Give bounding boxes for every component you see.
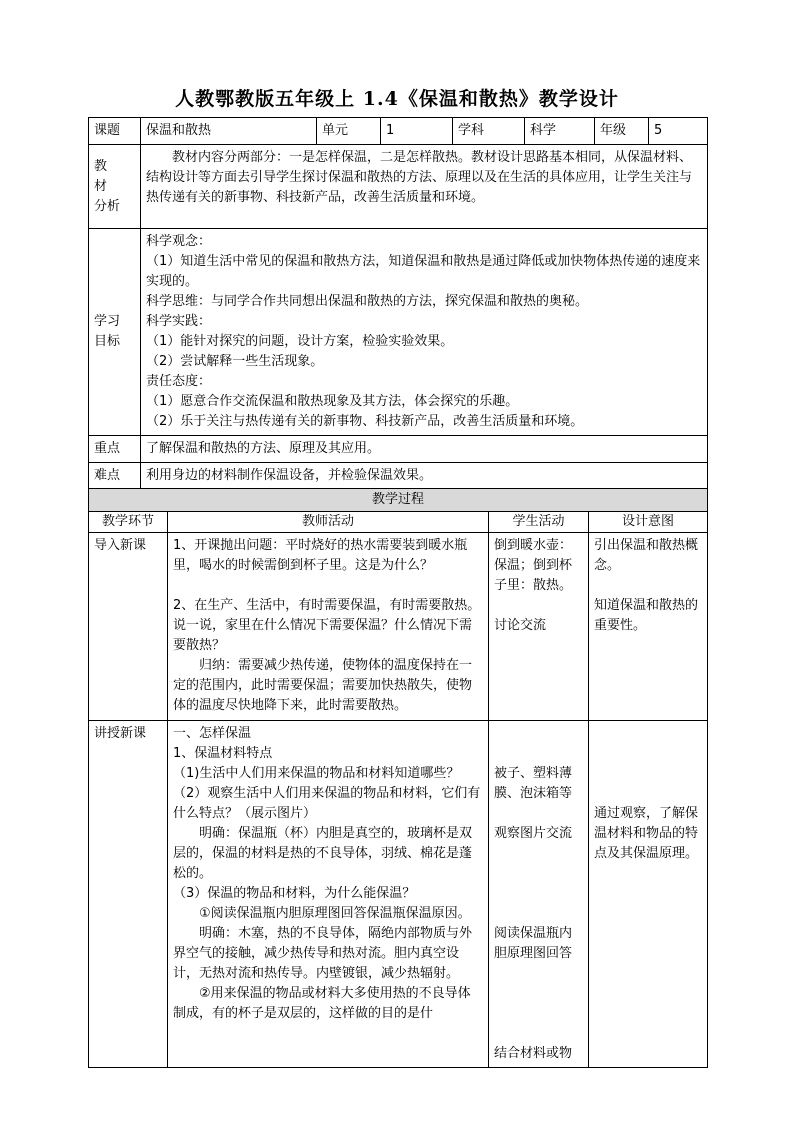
- analysis-text: 教材内容分两部分：一是怎样保温，二是怎样散热。教材设计思路基本相同，从保温材料、结构设计等方面去引导学生探讨保温和散热的方法、原理以及在生活的具体应用，让学生关注与热传递有关的新事物、科技新产品，改善生活质量和环境。: [141, 145, 708, 229]
- goal-line: 科学实践：: [146, 314, 212, 329]
- key-label: 重点: [89, 436, 141, 463]
- teacher-text: 2、在生产、生活中，有时需要保温，有时需要散热。说一说，家里在什么情况下需要保温？什么情况下需要散热？: [173, 598, 481, 653]
- page-title: 人教鄂教版五年级上 1.4《保温和散热》教学设计: [175, 88, 619, 110]
- course-value: 保温和散热: [141, 118, 317, 145]
- key-text: 了解保温和散热的方法、原理及其应用。: [141, 436, 708, 463]
- intent-text: 引出保温和散热概念。: [594, 538, 699, 573]
- goal-line: （2）尝试解释一些生活现象。: [146, 354, 324, 369]
- student-text: 倒到暖水壶：保温；倒到杯子里：散热。: [494, 538, 573, 593]
- teacher-text: 1、开课抛出问题：平时烧好的热水需要装到暖水瓶里，喝水的时候需倒到杯子里。这是为什么？: [173, 538, 468, 573]
- design-intent-intro: [589, 533, 708, 721]
- teacher-text: （2）观察生活中人们用来保温的物品和材料，它们有什么特点？（展示图片）: [173, 786, 481, 821]
- student-activity-lecture: [489, 721, 589, 1068]
- goal-line: 科学思维：与同学合作共同想出保温和散热的方法，探究保温和散热的奥秘。: [146, 294, 589, 309]
- teacher-text: 明确：木塞，热的不良导体，隔绝内部物质与外界空气的接触，减少热传导和热对流。胆内真空设计，无热对流和热传导。内壁镀银，减少热辐射。: [173, 926, 473, 981]
- course-label: 课题: [89, 118, 141, 145]
- teacher-activity-intro: [168, 533, 489, 721]
- col-student-header: 学生活动: [489, 512, 589, 533]
- goal-line: 科学观念：: [146, 234, 212, 249]
- goal-line: （1）能针对探究的问题，设计方案，检验实验效果。: [146, 334, 454, 349]
- analysis-label-line2: 分析: [94, 198, 121, 214]
- teacher-text: 明确：保温瓶（杯）内胆是真空的，玻璃杯是双层的，保温的材料是热的不良导体，羽绒、棉花是蓬松的。: [173, 826, 473, 881]
- student-text: 被子、塑料薄膜、泡沫箱等: [494, 766, 573, 801]
- stage-intro: 导入新课: [89, 533, 168, 721]
- col-intent-header: 设计意图: [589, 512, 708, 533]
- grade-label: 年级: [595, 118, 649, 145]
- analysis-label: [89, 145, 141, 229]
- difficult-label: 难点: [89, 463, 141, 490]
- teacher-text: 一、怎样保温: [173, 726, 252, 741]
- teacher-text: 归纳：需要减少热传递，使物体的温度保持在一定的范围内，此时需要保温；需要加快热散失，使物体的温度尽快地降下来，此时需要散热。: [173, 658, 473, 713]
- lesson-info-table: [88, 117, 708, 490]
- unit-value: 1: [381, 118, 453, 145]
- goals-label-line2: 目标: [94, 334, 121, 349]
- analysis-label-line1: 教 材: [94, 158, 114, 194]
- intent-text: 知道保温和散热的重要性。: [594, 598, 699, 633]
- subject-value: 科学: [525, 118, 595, 145]
- stage-lecture: 讲授新课: [89, 721, 168, 1068]
- teacher-text: （3）保温的物品和材料，为什么能保温？: [173, 886, 416, 901]
- grade-value: 5: [649, 118, 708, 145]
- goals-label-line1: 学习: [94, 314, 121, 329]
- teacher-text: （1)生活中人们用来保温的物品和材料知道哪些？: [173, 766, 460, 781]
- goal-line: （2）乐于关注与热传递有关的新事物、科技新产品，改善生活质量和环境。: [146, 414, 584, 429]
- unit-label: 单元: [317, 118, 381, 145]
- teacher-activity-lecture: [168, 721, 489, 1068]
- student-text: 阅读保温瓶内胆原理图回答: [494, 926, 573, 961]
- goals-label: [89, 229, 141, 436]
- col-teacher-header: 教师活动: [168, 512, 489, 533]
- goal-line: （1）知道生活中常见的保温和散热方法，知道保温和散热是通过降低或加快物体热传递的速度来实现的。: [146, 254, 701, 289]
- intent-text: 通过观察，了解保温材料和物品的特点及其保温原理。: [594, 806, 699, 861]
- col-stage-header: 教学环节: [89, 512, 168, 533]
- subject-label: 学科: [453, 118, 525, 145]
- teacher-text: 1、保温材料特点: [173, 746, 273, 761]
- student-activity-intro: [489, 533, 589, 721]
- goal-line: 责任态度：: [146, 374, 212, 389]
- student-text: 结合材料或物: [494, 1046, 573, 1061]
- goal-line: （1）愿意合作交流保温和散热现象及其方法，体会探究的乐趣。: [146, 394, 519, 409]
- teaching-process-table: [88, 488, 708, 1068]
- student-text: 观察图片交流: [494, 826, 573, 841]
- difficult-text: 利用身边的材料制作保温设备，并检验保温效果。: [141, 463, 708, 490]
- teacher-text: ①阅读保温瓶内胆原理图回答保温瓶保温原因。: [199, 906, 471, 921]
- goals-content: [141, 229, 708, 436]
- student-text: 讨论交流: [494, 618, 547, 633]
- design-intent-lecture: [589, 721, 708, 1068]
- process-header: 教学过程: [89, 489, 708, 512]
- teacher-text: ②用来保温的物品或材料大多使用热的不良导体制成，有的杯子是双层的，这样做的目的是什: [173, 986, 471, 1021]
